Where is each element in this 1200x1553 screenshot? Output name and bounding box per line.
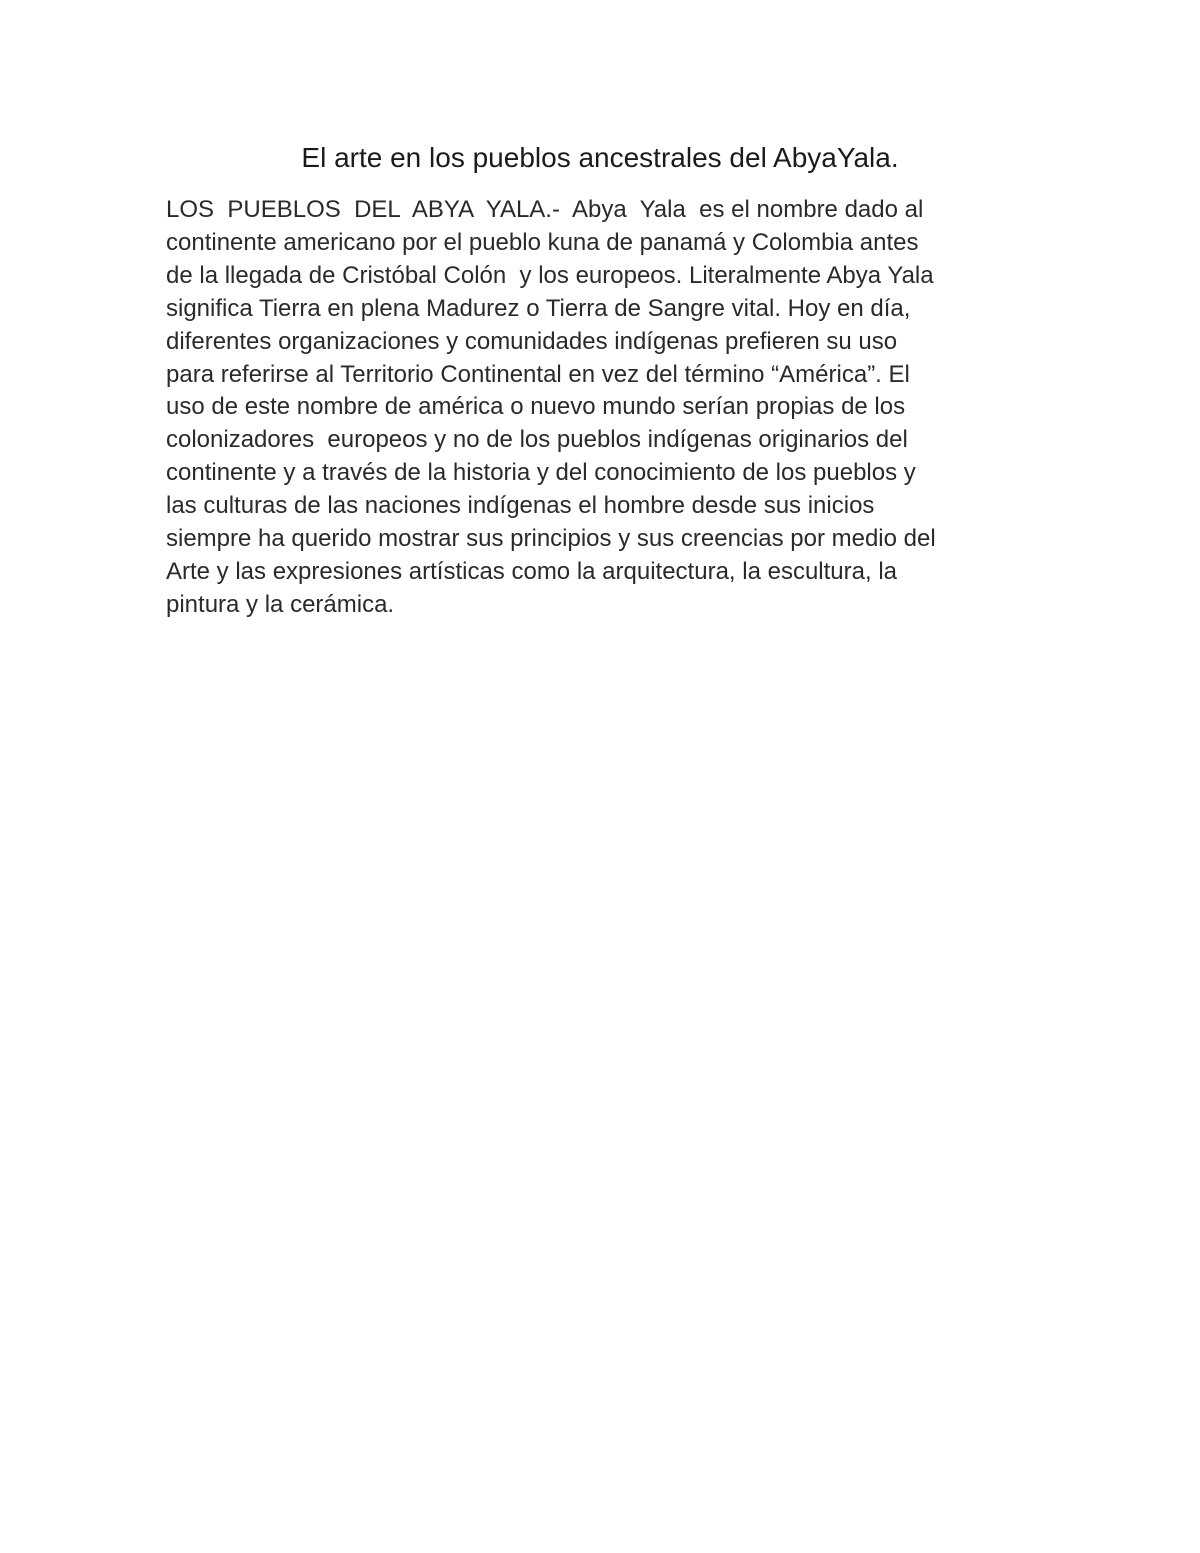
body-line: continente y a través de la historia y del conocimiento de los pueblos y [166, 459, 916, 487]
body-line: siempre ha querido mostrar sus principios y sus creencias por medio del [166, 525, 936, 553]
body-line: uso de este nombre de américa o nuevo mundo serían propias de los [166, 393, 906, 421]
body-line: Arte y las expresiones artísticas como la arquitectura, la escultura, la [166, 557, 897, 585]
body-line: diferentes organizaciones y comunidades indígenas prefieren su uso [166, 327, 898, 355]
body-line: para referirse al Territorio Continental en vez del término “América”. El [166, 360, 910, 388]
document-title: El arte en los pueblos ancestrales del AbyaYala. [301, 142, 899, 173]
body-line: de la llegada de Cristóbal Colón y los europeos. Literalmente Abya Yala [166, 261, 934, 289]
document-body [166, 194, 1036, 622]
body-line: LOS PUEBLOS DEL ABYA YALA.- Abya Yala es el nombre dado al [166, 196, 924, 223]
body-line: las culturas de las naciones indígenas el hombre desde sus inicios [166, 492, 875, 520]
body-line: pintura y la cerámica. [166, 590, 395, 618]
body-line: significa Tierra en plena Madurez o Tierra de Sangre vital. Hoy en día, [166, 294, 911, 322]
body-line: continente americano por el pueblo kuna de panamá y Colombia antes [166, 228, 919, 256]
body-line: colonizadores europeos y no de los pueblos indígenas originarios del [166, 426, 908, 454]
